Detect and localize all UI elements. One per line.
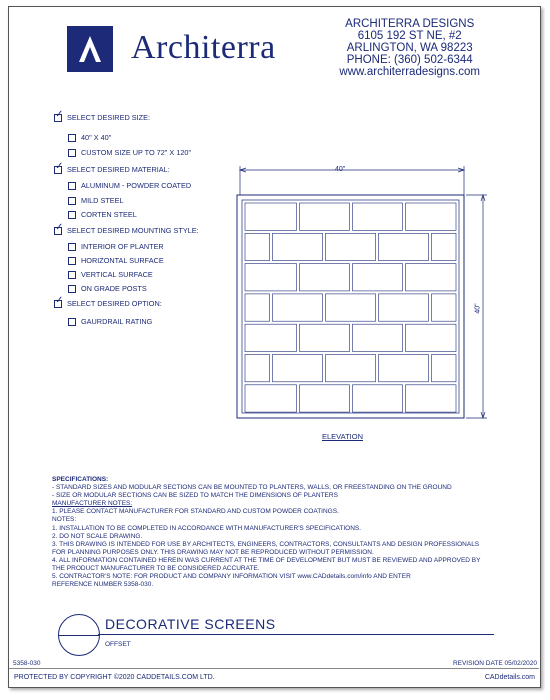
- screen-cutout: [326, 294, 376, 321]
- screen-cutout: [273, 355, 323, 382]
- screen-cutout: [432, 233, 457, 260]
- notes-heading: NOTES:: [52, 516, 77, 524]
- drawing-subtitle: OFFSET: [105, 641, 131, 648]
- material-heading[interactable]: ✓ SELECT DESIRED MATERIAL:: [54, 165, 170, 174]
- screen-cutout: [245, 264, 297, 291]
- copyright: PROTECTED BY COPYRIGHT ©2020 CADDETAILS.COM LTD.: [14, 674, 215, 681]
- screen-cutout: [300, 385, 350, 412]
- screen-cutout: [300, 264, 350, 291]
- reference-number: 5358-030: [13, 660, 41, 667]
- logo-text: Architerra: [131, 29, 276, 66]
- specifications: [52, 476, 502, 589]
- note-line: FOR PLANNING PURPOSES ONLY. THIS DRAWING MAY NOT BE REPRODUCED WITHOUT PERMISSION.: [52, 548, 374, 556]
- screen-cutout: [300, 324, 350, 351]
- screen-cutout: [273, 233, 323, 260]
- screen-cutout: [432, 294, 457, 321]
- option-heading[interactable]: ✓ SELECT DESIRED OPTION:: [54, 299, 162, 308]
- note-line: 2. DO NOT SCALE DRAWING.: [52, 532, 143, 540]
- company-website[interactable]: www.architerradesigns.com: [339, 66, 480, 78]
- note-line: 5. CONTRACTOR'S NOTE: FOR PRODUCT AND COMPANY INFORMATION VISIT www.CADdetails.com/info AND ENTER: [52, 573, 411, 581]
- drawing-title: DECORATIVE SCREENS: [105, 616, 276, 632]
- screen-cutout: [245, 324, 297, 351]
- screen-cutout: [406, 385, 457, 412]
- screen-cutout: [406, 324, 457, 351]
- detail-callout-icon: [58, 614, 100, 656]
- elevation-label: ELEVATION: [322, 432, 363, 441]
- screen-cutout: [245, 355, 270, 382]
- dimension-height: 40": [474, 303, 482, 314]
- note-line: 4. ALL INFORMATION CONTAINED HEREIN WAS CURRENT AT THE TIME OF DEVELOPMENT BUT MUST BE REVIEWED AND APPROVED BY: [52, 556, 481, 564]
- company-phone: PHONE: (360) 502-6344: [346, 54, 473, 66]
- screen-cutout: [245, 233, 270, 260]
- screen-cutout: [353, 385, 403, 412]
- title-underline: [98, 634, 494, 635]
- screen-cutout: [353, 324, 403, 351]
- note-line: REFERENCE NUMBER 5358-030.: [52, 581, 154, 589]
- screen-cutout: [300, 203, 350, 230]
- screen-cutout: [245, 385, 297, 412]
- material-option-1[interactable]: ALUMINUM - POWDER COATED: [68, 181, 191, 190]
- screen-cutout: [406, 264, 457, 291]
- material-option-3[interactable]: CORTEN STEEL: [68, 210, 137, 219]
- manufacturer-notes-heading: MANUFACTURER NOTES:: [52, 500, 133, 508]
- site-link[interactable]: CADdetails.com: [484, 674, 535, 681]
- screen-cutout: [379, 233, 429, 260]
- screen-cutout: [273, 294, 323, 321]
- footer-divider: [9, 668, 539, 669]
- screen-cutout: [245, 294, 270, 321]
- option-choice-1[interactable]: GAURDRAIL RATING: [68, 317, 152, 326]
- spec-heading: SPECIFICATIONS:: [52, 476, 109, 483]
- screen-pattern: [245, 203, 456, 412]
- screen-cutout: [326, 355, 376, 382]
- screen-cutout: [432, 355, 457, 382]
- mounting-option-4[interactable]: ON GRADE POSTS: [68, 284, 147, 293]
- size-option-1[interactable]: 40" X 40": [68, 133, 111, 142]
- material-option-2[interactable]: MILD STEEL: [68, 196, 124, 205]
- screen-cutout: [245, 203, 297, 230]
- company-name: ARCHITERRA DESIGNS: [345, 18, 475, 30]
- screen-cutout: [353, 264, 403, 291]
- note-line: 1. INSTALLATION TO BE COMPLETED IN ACCORDANCE WITH MANUFACTURER'S SPECIFICATIONS.: [52, 524, 362, 532]
- size-option-2[interactable]: CUSTOM SIZE UP TO 72" X 120": [68, 148, 191, 157]
- revision-date: REVISION DATE 05/02/2020: [452, 660, 537, 667]
- dimension-width: 40": [335, 166, 346, 173]
- screen-cutout: [326, 233, 376, 260]
- mounting-option-2[interactable]: HORIZONTAL SURFACE: [68, 256, 164, 265]
- note-line: THE PRODUCT MANUFACTURER TO BE CONSIDERED ACCURATE.: [52, 565, 260, 573]
- screen-cutout: [406, 203, 457, 230]
- spec-line: - SIZE OR MODULAR SECTIONS CAN BE SIZED TO MATCH THE DIMENSIONS OF PLANTERS: [52, 492, 338, 500]
- screen-cutout: [353, 203, 403, 230]
- mounting-option-3[interactable]: VERTICAL SURFACE: [68, 270, 153, 279]
- screen-cutout: [379, 355, 429, 382]
- screen-cutout: [379, 294, 429, 321]
- mounting-heading[interactable]: ✓ SELECT DESIRED MOUNTING STYLE:: [54, 226, 199, 235]
- company-address-1: 6105 192 ST NE, #2: [357, 30, 462, 42]
- spec-line: - STANDARD SIZES AND MODULAR SECTIONS CAN BE MOUNTED TO PLANTERS, WALLS, OR FREESTANDING ON THE GROUND: [52, 484, 452, 492]
- company-address-2: ARLINGTON, WA 98223: [346, 42, 473, 54]
- note-line: 3. THIS DRAWING IS INTENDED FOR USE BY ARCHITECTS, ENGINEERS, CONTRACTORS, CONSULTANTS AND DESIGN PROFESSIONALS: [52, 540, 480, 548]
- size-heading[interactable]: ✓ SELECT DESIRED SIZE:: [54, 113, 150, 122]
- mounting-option-1[interactable]: INTERIOR OF PLANTER: [68, 242, 164, 251]
- manufacturer-note: 1. PLEASE CONTACT MANUFACTURER FOR STANDARD AND CUSTOM POWDER COATINGS.: [52, 508, 339, 516]
